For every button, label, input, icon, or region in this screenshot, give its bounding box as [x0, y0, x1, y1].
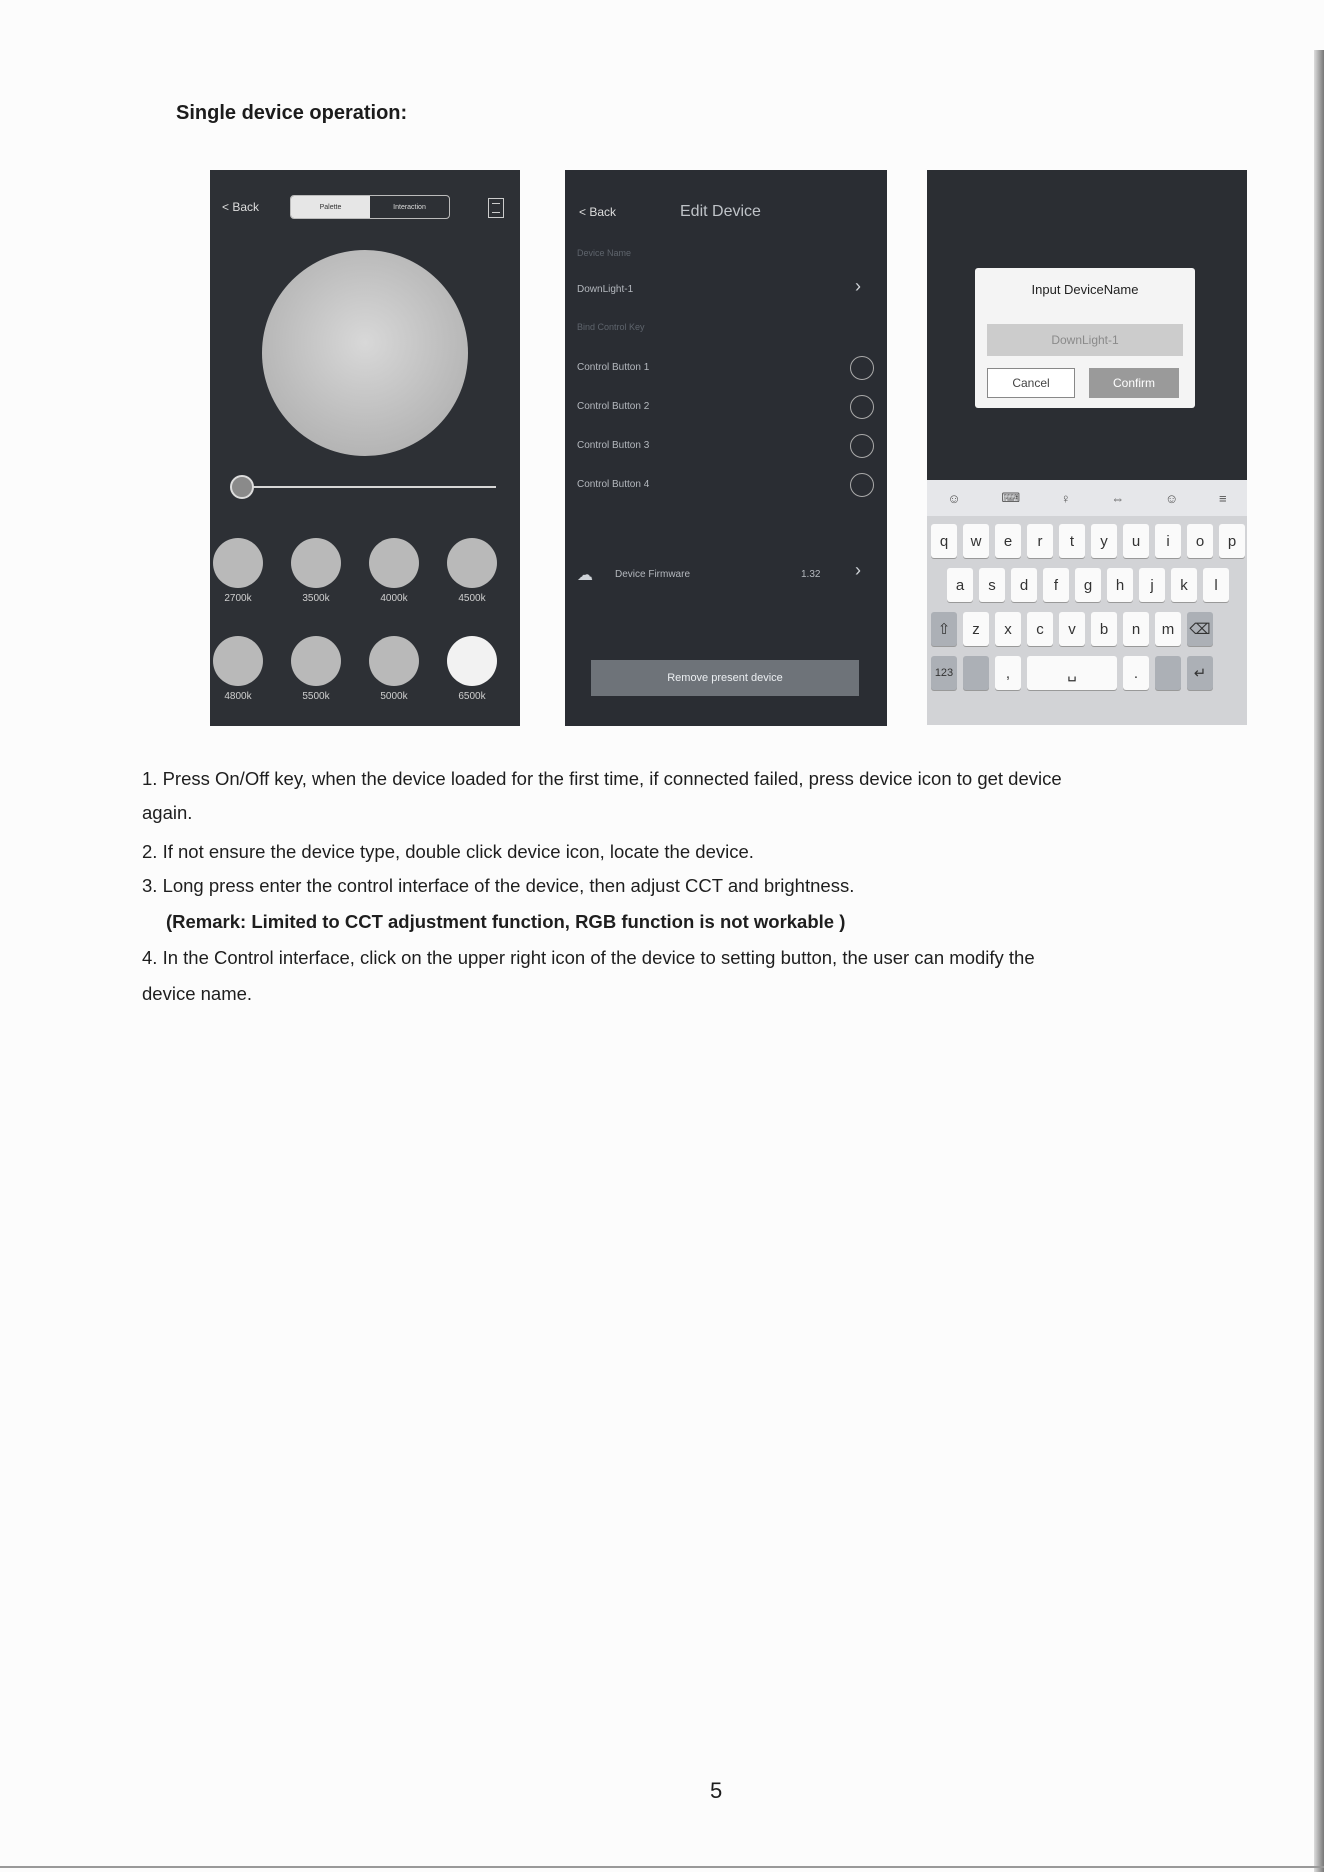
key[interactable]: b — [1091, 612, 1117, 646]
instruction-1-continued: again. — [142, 802, 193, 823]
cursor-icon[interactable]: ⇔ — [1111, 490, 1125, 506]
key[interactable]: i — [1155, 524, 1181, 558]
key[interactable]: p — [1219, 524, 1245, 558]
key[interactable]: d — [1011, 568, 1037, 602]
numbers-key[interactable]: 123 — [931, 656, 957, 690]
radio-circle-icon[interactable] — [850, 395, 874, 419]
radio-circle-icon[interactable] — [850, 356, 874, 380]
shift-icon[interactable]: ⇧ — [931, 612, 957, 646]
key-row-2 — [947, 568, 1229, 602]
scan-edge — [1314, 50, 1324, 1872]
edit-device-screenshot — [565, 170, 887, 726]
enter-icon[interactable]: ↵ — [1187, 656, 1213, 690]
scan-bottom-edge — [0, 1866, 1324, 1868]
instruction-3: 3. Long press enter the control interface of the device, then adjust CCT and brightness. — [142, 875, 855, 896]
dialog-title: Input DeviceName — [1031, 282, 1139, 297]
key[interactable]: n — [1123, 612, 1149, 646]
rename-screenshot — [927, 170, 1247, 725]
period-key[interactable]: . — [1123, 656, 1149, 690]
section-bind-control-key: Bind Control Key — [577, 322, 645, 332]
brightness-slider-track[interactable] — [244, 486, 496, 488]
smiley-icon[interactable]: ☺ — [1165, 490, 1179, 506]
control-button-3[interactable]: Control Button 3 — [577, 440, 650, 451]
preset-4000k[interactable]: 4000k — [368, 538, 420, 604]
remove-device-button[interactable]: Remove present device — [591, 660, 859, 696]
key[interactable]: o — [1187, 524, 1213, 558]
key[interactable]: s — [979, 568, 1005, 602]
preset-5500k[interactable]: 5500k — [290, 636, 342, 702]
key[interactable]: t — [1059, 524, 1085, 558]
keyboard — [927, 480, 1247, 725]
cloud-download-icon: ☁ — [577, 567, 593, 584]
key[interactable]: y — [1091, 524, 1117, 558]
tab-interaction[interactable]: Interaction — [393, 203, 426, 211]
key[interactable]: z — [963, 612, 989, 646]
preset-5000k[interactable]: 5000k — [368, 636, 420, 702]
back-button[interactable]: < Back — [579, 205, 617, 219]
microphone-icon[interactable]: ♀ — [1060, 490, 1071, 506]
key[interactable]: l — [1203, 568, 1229, 602]
space-key[interactable]: ␣ — [1027, 656, 1117, 690]
key-row-4 — [931, 656, 1213, 690]
key[interactable]: r — [1027, 524, 1053, 558]
key[interactable]: a — [947, 568, 973, 602]
remark: (Remark: Limited to CCT adjustment function, RGB function is not workable ) — [166, 911, 846, 932]
radio-circle-icon[interactable] — [850, 434, 874, 458]
key[interactable]: u — [1123, 524, 1149, 558]
keyboard-toolbar — [927, 480, 1247, 516]
cancel-button[interactable]: Cancel — [987, 368, 1075, 398]
instruction-4: 4. In the Control interface, click on the upper right icon of the device to setting button, the user can modify the — [142, 947, 1035, 968]
firmware-label: Device Firmware — [615, 569, 691, 580]
device-name-row[interactable]: DownLight-1 — [577, 284, 634, 295]
key-row-3 — [931, 612, 1213, 646]
screen-title: Edit Device — [680, 203, 761, 220]
rename-dialog — [975, 268, 1195, 408]
key[interactable]: k — [1171, 568, 1197, 602]
symbols-key[interactable] — [963, 656, 989, 690]
key[interactable]: f — [1043, 568, 1069, 602]
key[interactable]: e — [995, 524, 1021, 558]
key[interactable]: q — [931, 524, 957, 558]
preset-2700k[interactable]: 2700k — [212, 538, 264, 604]
page-number: 5 — [710, 1778, 723, 1803]
control-button-4[interactable]: Control Button 4 — [577, 479, 650, 490]
key[interactable]: x — [995, 612, 1021, 646]
backspace-icon[interactable]: ⌫ — [1187, 612, 1213, 646]
preset-4500k[interactable]: 4500k — [446, 538, 498, 604]
comma-key[interactable]: , — [995, 656, 1021, 690]
key[interactable]: g — [1075, 568, 1101, 602]
chevron-right-icon: › — [855, 276, 861, 296]
hide-keyboard-icon[interactable]: ≡ — [1219, 490, 1227, 506]
control-button-2[interactable]: Control Button 2 — [577, 401, 650, 412]
key[interactable]: c — [1027, 612, 1053, 646]
preset-6500k[interactable]: 6500k — [446, 636, 498, 702]
key[interactable]: h — [1107, 568, 1133, 602]
control-button-1[interactable]: Control Button 1 — [577, 362, 650, 373]
preset-3500k[interactable]: 3500k — [290, 538, 342, 604]
key-row-1 — [931, 524, 1245, 558]
section-device-name: Device Name — [577, 248, 632, 258]
preset-4800k[interactable]: 4800k — [212, 636, 264, 702]
color-wheel[interactable] — [262, 250, 468, 456]
key[interactable]: j — [1139, 568, 1165, 602]
settings-icon[interactable] — [488, 198, 504, 218]
mode-tabs — [290, 195, 450, 219]
chevron-right-icon[interactable]: › — [855, 560, 861, 580]
device-name-input[interactable]: DownLight-1 — [987, 324, 1183, 356]
instruction-2: 2. If not ensure the device type, double click device icon, locate the device. — [142, 841, 754, 862]
instruction-1: 1. Press On/Off key, when the device loaded for the first time, if connected failed, press device icon to get device — [142, 768, 1062, 789]
radio-circle-icon[interactable] — [850, 473, 874, 497]
confirm-button[interactable]: Confirm — [1089, 368, 1179, 398]
brightness-slider-knob[interactable] — [230, 475, 254, 499]
control-screenshot — [210, 170, 520, 726]
tab-palette[interactable]: Palette — [291, 196, 370, 218]
section-title: Single device operation: — [176, 102, 408, 124]
back-button[interactable]: < Back — [222, 200, 260, 214]
instruction-4-continued: device name. — [142, 983, 253, 1004]
keyboard-icon[interactable]: ⌨ — [1001, 490, 1021, 505]
language-key[interactable] — [1155, 656, 1181, 690]
firmware-version: 1.32 — [801, 569, 821, 580]
emoji-icon[interactable]: ☺ — [947, 490, 961, 506]
key[interactable]: w — [963, 524, 989, 558]
key[interactable]: v — [1059, 612, 1085, 646]
key[interactable]: m — [1155, 612, 1181, 646]
